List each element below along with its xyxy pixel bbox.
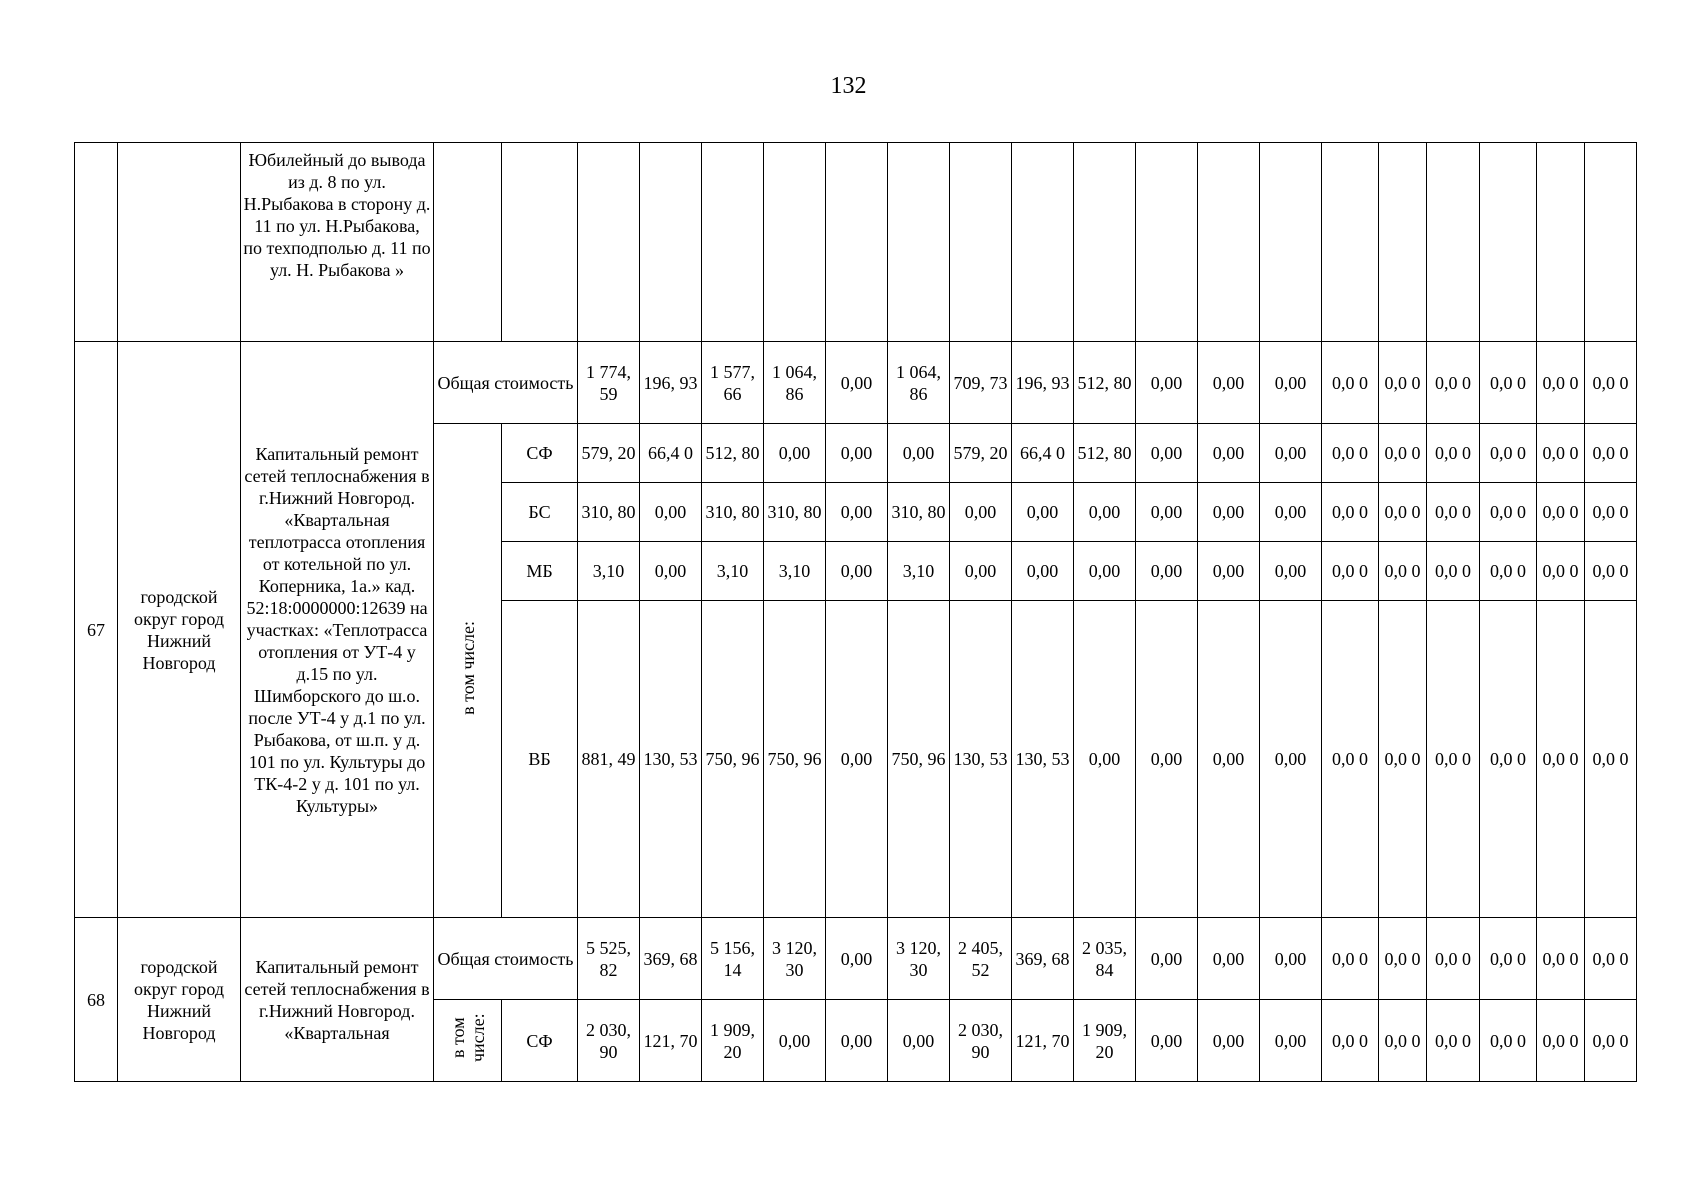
value-cell: 2 405, 52 xyxy=(950,918,1012,1000)
value-cell: 0,0 0 xyxy=(1322,601,1379,918)
value-cell: 0,00 xyxy=(1260,342,1322,424)
value-cell: 0,0 0 xyxy=(1427,424,1480,483)
value-cell: 512, 80 xyxy=(1074,342,1136,424)
value-cell: 0,0 0 xyxy=(1480,424,1537,483)
value-cell: 196, 93 xyxy=(1012,342,1074,424)
description-cell: Юбилейный до вывода из д. 8 по ул. Н.Рыбакова в сторону д. 11 по ул. Н.Рыбакова, по техподполью д. 11 по ул. Н. Рыбакова » xyxy=(241,143,434,342)
value-cell: 0,0 0 xyxy=(1480,918,1537,1000)
municipality-cell: городской округ город Нижний Новгород xyxy=(118,918,241,1082)
value-cell: 369, 68 xyxy=(640,918,702,1000)
value-cell: 130, 53 xyxy=(1012,601,1074,918)
value-cell: 0,0 0 xyxy=(1585,483,1637,542)
row-number: 68 xyxy=(75,918,118,1082)
value-cell: 0,0 0 xyxy=(1379,483,1427,542)
value-cell: 66,4 0 xyxy=(1012,424,1074,483)
value-cell: 0,0 0 xyxy=(1322,1000,1379,1082)
source-code: МБ xyxy=(502,542,578,601)
value-cell: 3,10 xyxy=(578,542,640,601)
value-cell: 0,0 0 xyxy=(1322,342,1379,424)
value-cell: 0,0 0 xyxy=(1379,1000,1427,1082)
value-cell: 0,00 xyxy=(1074,542,1136,601)
value-cell: 1 577, 66 xyxy=(702,342,764,424)
municipality-cell xyxy=(118,143,241,342)
value-cell: 0,0 0 xyxy=(1537,424,1585,483)
including-label: в том числе: xyxy=(447,1013,488,1063)
value-cell: 0,0 0 xyxy=(1427,542,1480,601)
value-cell: 0,00 xyxy=(1136,542,1198,601)
value-cell: 0,0 0 xyxy=(1585,424,1637,483)
value-cell: 0,00 xyxy=(1198,918,1260,1000)
value-cell: 0,00 xyxy=(1260,1000,1322,1082)
value-cell: 0,00 xyxy=(826,342,888,424)
value-cell: 0,00 xyxy=(1136,483,1198,542)
value-cell: 369, 68 xyxy=(1012,918,1074,1000)
value-cell: 0,0 0 xyxy=(1427,342,1480,424)
value-cell: 1 064, 86 xyxy=(764,342,826,424)
value-cell: 0,0 0 xyxy=(1585,1000,1637,1082)
source-code: ВБ xyxy=(502,601,578,918)
value-cell: 0,00 xyxy=(764,1000,826,1082)
value-cell: 0,0 0 xyxy=(1427,918,1480,1000)
value-cell: 0,00 xyxy=(1136,342,1198,424)
value-cell: 3,10 xyxy=(702,542,764,601)
value-cell: 310, 80 xyxy=(578,483,640,542)
value-cell: 0,00 xyxy=(1260,424,1322,483)
value-cell: 0,00 xyxy=(1260,601,1322,918)
source-code: СФ xyxy=(502,424,578,483)
budget-table-body xyxy=(75,143,1637,1082)
value-cell: 579, 20 xyxy=(578,424,640,483)
empty-cell xyxy=(434,143,502,342)
table-row-continuation xyxy=(75,143,1637,342)
value-cell: 0,0 0 xyxy=(1585,601,1637,918)
value-cell: 1 909, 20 xyxy=(1074,1000,1136,1082)
value-cell: 750, 96 xyxy=(764,601,826,918)
value-cell: 0,00 xyxy=(826,542,888,601)
value-cell: 0,00 xyxy=(1198,601,1260,918)
value-cell: 310, 80 xyxy=(702,483,764,542)
value-cell: 0,00 xyxy=(826,1000,888,1082)
value-cell: 0,0 0 xyxy=(1379,424,1427,483)
value-cell: 579, 20 xyxy=(950,424,1012,483)
value-cell: 0,00 xyxy=(888,1000,950,1082)
value-cell: 0,0 0 xyxy=(1379,601,1427,918)
value-cell: 0,00 xyxy=(1260,483,1322,542)
value-cell: 0,0 0 xyxy=(1480,601,1537,918)
value-cell: 0,0 0 xyxy=(1537,542,1585,601)
value-cell: 0,00 xyxy=(826,424,888,483)
value-cell: 0,0 0 xyxy=(1537,342,1585,424)
value-cell: 130, 53 xyxy=(950,601,1012,918)
value-cell: 130, 53 xyxy=(640,601,702,918)
value-cell: 750, 96 xyxy=(888,601,950,918)
value-cell: 3 120, 30 xyxy=(888,918,950,1000)
page-number: 132 xyxy=(830,73,867,99)
source-code: БС xyxy=(502,483,578,542)
value-cell: 0,00 xyxy=(1074,601,1136,918)
value-cell: 881, 49 xyxy=(578,601,640,918)
value-cell: 0,0 0 xyxy=(1379,542,1427,601)
value-cell: 0,0 0 xyxy=(1585,342,1637,424)
value-cell: 0,00 xyxy=(1260,542,1322,601)
value-cell: 196, 93 xyxy=(640,342,702,424)
value-cell: 0,00 xyxy=(826,483,888,542)
municipality-cell: городской округ город Нижний Новгород xyxy=(118,342,241,918)
value-cell: 0,00 xyxy=(1012,542,1074,601)
value-cell: 0,00 xyxy=(826,601,888,918)
value-cell: 750, 96 xyxy=(702,601,764,918)
value-cell: 0,00 xyxy=(1074,483,1136,542)
value-cell: 0,00 xyxy=(1198,1000,1260,1082)
row-number: 67 xyxy=(75,342,118,918)
value-cell: 0,0 0 xyxy=(1427,1000,1480,1082)
value-cell: 3,10 xyxy=(888,542,950,601)
value-cell: 2 030, 90 xyxy=(578,1000,640,1082)
value-cell: 121, 70 xyxy=(640,1000,702,1082)
value-cell: 0,00 xyxy=(1198,483,1260,542)
value-cell: 0,00 xyxy=(1198,424,1260,483)
value-cell: 310, 80 xyxy=(764,483,826,542)
value-cell: 66,4 0 xyxy=(640,424,702,483)
value-cell: 0,0 0 xyxy=(1322,918,1379,1000)
including-label-cell xyxy=(434,424,502,918)
value-cell: 0,00 xyxy=(764,424,826,483)
value-cell: 0,0 0 xyxy=(1480,483,1537,542)
description-cell: Капитальный ремонт сетей теплоснабжения в г.Нижний Новгород. «Квартальная xyxy=(241,918,434,1082)
value-cell: 0,00 xyxy=(1012,483,1074,542)
value-cell: 2 035, 84 xyxy=(1074,918,1136,1000)
value-cell: 1 774, 59 xyxy=(578,342,640,424)
value-cell: 0,00 xyxy=(640,542,702,601)
value-cell: 0,00 xyxy=(1136,424,1198,483)
value-cell: 0,0 0 xyxy=(1537,483,1585,542)
value-cell: 0,0 0 xyxy=(1427,483,1480,542)
value-cell: 512, 80 xyxy=(702,424,764,483)
value-cell: 2 030, 90 xyxy=(950,1000,1012,1082)
value-cell: 0,0 0 xyxy=(1537,601,1585,918)
value-cell: 0,00 xyxy=(950,483,1012,542)
value-cell: 0,0 0 xyxy=(1379,918,1427,1000)
value-cell: 0,0 0 xyxy=(1427,601,1480,918)
value-cell: 0,0 0 xyxy=(1537,1000,1585,1082)
value-cell: 0,0 0 xyxy=(1585,918,1637,1000)
value-cell: 121, 70 xyxy=(1012,1000,1074,1082)
value-cell: 0,00 xyxy=(1198,342,1260,424)
value-cell: 0,00 xyxy=(640,483,702,542)
value-cell: 3 120, 30 xyxy=(764,918,826,1000)
value-cell: 310, 80 xyxy=(888,483,950,542)
value-cell: 3,10 xyxy=(764,542,826,601)
value-cell: 1 909, 20 xyxy=(702,1000,764,1082)
value-cell: 0,0 0 xyxy=(1379,342,1427,424)
value-cell: 1 064, 86 xyxy=(888,342,950,424)
value-cell: 709, 73 xyxy=(950,342,1012,424)
value-cell: 0,0 0 xyxy=(1480,542,1537,601)
description-cell: Капитальный ремонт сетей теплоснабжения в г.Нижний Новгород. «Квартальная теплотрасса отопления от котельной по ул. Коперника, 1а.» кад. 52:18:0000000:12639 на участках: «Теплотрасса отопления от УТ-4 у д.15 по ул. Шимборского до ш.о. после УТ-4 у д.1 по ул. Рыбакова, от ш.п. у д. 101 по ул. Культуры до ТК-4-2 у д. 101 по ул. Культуры» xyxy=(241,342,434,918)
table-row xyxy=(75,342,1637,424)
value-cell: 0,00 xyxy=(1198,542,1260,601)
value-cell: 0,0 0 xyxy=(1480,1000,1537,1082)
source-code: СФ xyxy=(502,1000,578,1082)
value-cell: 0,00 xyxy=(1136,1000,1198,1082)
value-cell: 0,0 0 xyxy=(1585,542,1637,601)
value-cell: 0,0 0 xyxy=(1480,342,1537,424)
value-cell: 0,00 xyxy=(950,542,1012,601)
table-row xyxy=(75,918,1637,1000)
value-cell: 0,0 0 xyxy=(1322,424,1379,483)
total-cost-label: Общая стоимость xyxy=(434,342,578,424)
value-cell: 0,0 0 xyxy=(1537,918,1585,1000)
value-cell: 512, 80 xyxy=(1074,424,1136,483)
value-cell: 0,00 xyxy=(1136,918,1198,1000)
empty-cell xyxy=(502,143,578,342)
budget-table xyxy=(74,142,1637,1082)
num-cell xyxy=(75,143,118,342)
value-cell: 0,00 xyxy=(888,424,950,483)
value-cell: 0,0 0 xyxy=(1322,483,1379,542)
value-cell: 5 156, 14 xyxy=(702,918,764,1000)
including-label: в том числе: xyxy=(457,621,478,715)
value-cell: 0,0 0 xyxy=(1322,542,1379,601)
total-cost-label: Общая стоимость xyxy=(434,918,578,1000)
value-cell: 0,00 xyxy=(826,918,888,1000)
value-cell: 5 525, 82 xyxy=(578,918,640,1000)
including-label-cell xyxy=(434,1000,502,1082)
value-cell: 0,00 xyxy=(1260,918,1322,1000)
value-cell: 0,00 xyxy=(1136,601,1198,918)
